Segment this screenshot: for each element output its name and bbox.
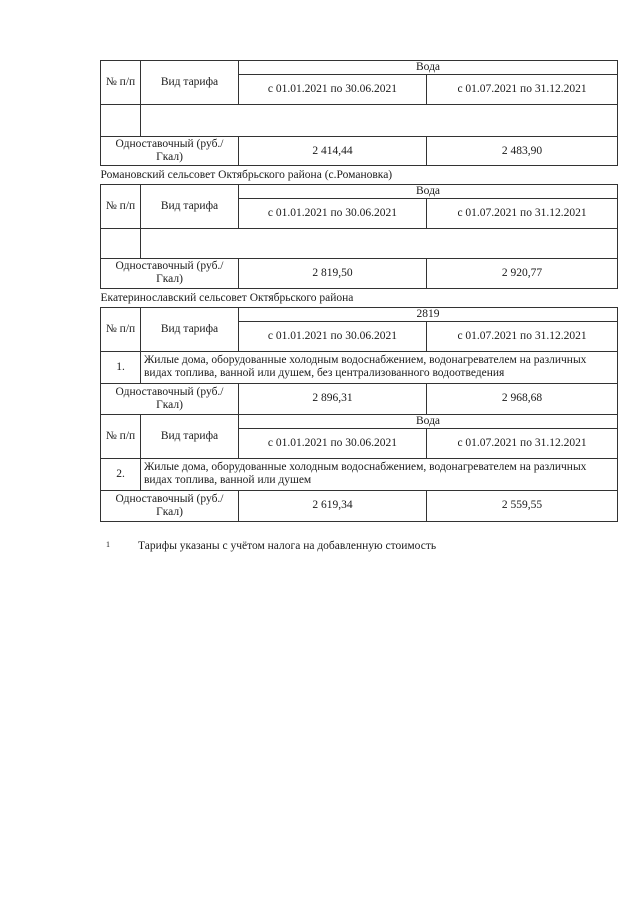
rate-value-2: 2 559,55 — [427, 490, 618, 521]
section-caption: Романовский сельсовет Октябрьского района (с.Романовка) — [101, 168, 618, 184]
header-resource: Вода — [239, 61, 618, 75]
rate-value-1: 2 896,31 — [239, 383, 427, 414]
item-description: Жилые дома, оборудованные холодным водоснабжением, водонагревателем на различных видах топлива, ванной или душем — [141, 458, 618, 490]
header-resource: Вода — [239, 184, 618, 198]
header-num: № п/п — [101, 307, 141, 351]
header-tariff: Вид тарифа — [141, 61, 239, 105]
rate-value-2: 2 920,77 — [427, 258, 618, 288]
header-num: № п/п — [101, 61, 141, 105]
rate-value-1: 2 414,44 — [239, 137, 427, 166]
header-tariff: Вид тарифа — [141, 414, 239, 458]
tariff-table-1 — [100, 60, 618, 166]
rate-value-2: 2 483,90 — [427, 137, 618, 166]
item-num: 1. — [101, 351, 141, 383]
tariff-table-2 — [100, 168, 618, 289]
rate-value-2: 2 968,68 — [427, 383, 618, 414]
header-period-2: с 01.07.2021 по 31.12.2021 — [427, 75, 618, 105]
header-resource: 2819 — [239, 307, 618, 321]
header-resource: Вода — [239, 414, 618, 428]
header-num: № п/п — [101, 414, 141, 458]
header-period-2: с 01.07.2021 по 31.12.2021 — [427, 198, 618, 228]
rate-label: Одноставочный (руб./Гкал) — [101, 137, 239, 166]
header-period-2: с 01.07.2021 по 31.12.2021 — [427, 321, 618, 351]
header-period-1: с 01.01.2021 по 30.06.2021 — [239, 75, 427, 105]
rate-label: Одноставочный (руб./Гкал) — [101, 490, 239, 521]
item-description — [141, 228, 618, 258]
header-num: № п/п — [101, 184, 141, 228]
header-period-1: с 01.01.2021 по 30.06.2021 — [239, 321, 427, 351]
item-description: Жилые дома, оборудованные холодным водоснабжением, водонагревателем на различных видах топлива, ванной или душем, без централизованного водоотведения — [141, 351, 618, 383]
tariff-table-3 — [100, 291, 618, 522]
header-tariff: Вид тарифа — [141, 307, 239, 351]
footnote-text: Тарифы указаны с учётом налога на добавленную стоимость — [138, 540, 437, 552]
item-description — [141, 105, 618, 137]
rate-label: Одноставочный (руб./Гкал) — [101, 383, 239, 414]
header-period-1: с 01.01.2021 по 30.06.2021 — [239, 198, 427, 228]
rate-label: Одноставочный (руб./Гкал) — [101, 258, 239, 288]
footnote-mark: 1 — [106, 540, 110, 549]
item-num — [101, 228, 141, 258]
footnote — [106, 540, 436, 552]
item-num: 2. — [101, 458, 141, 490]
item-num — [101, 105, 141, 137]
header-tariff: Вид тарифа — [141, 184, 239, 228]
rate-value-1: 2 619,34 — [239, 490, 427, 521]
section-caption: Екатеринославский сельсовет Октябрьского района — [101, 291, 618, 307]
header-period-2: с 01.07.2021 по 31.12.2021 — [427, 428, 618, 458]
rate-value-1: 2 819,50 — [239, 258, 427, 288]
header-period-1: с 01.01.2021 по 30.06.2021 — [239, 428, 427, 458]
